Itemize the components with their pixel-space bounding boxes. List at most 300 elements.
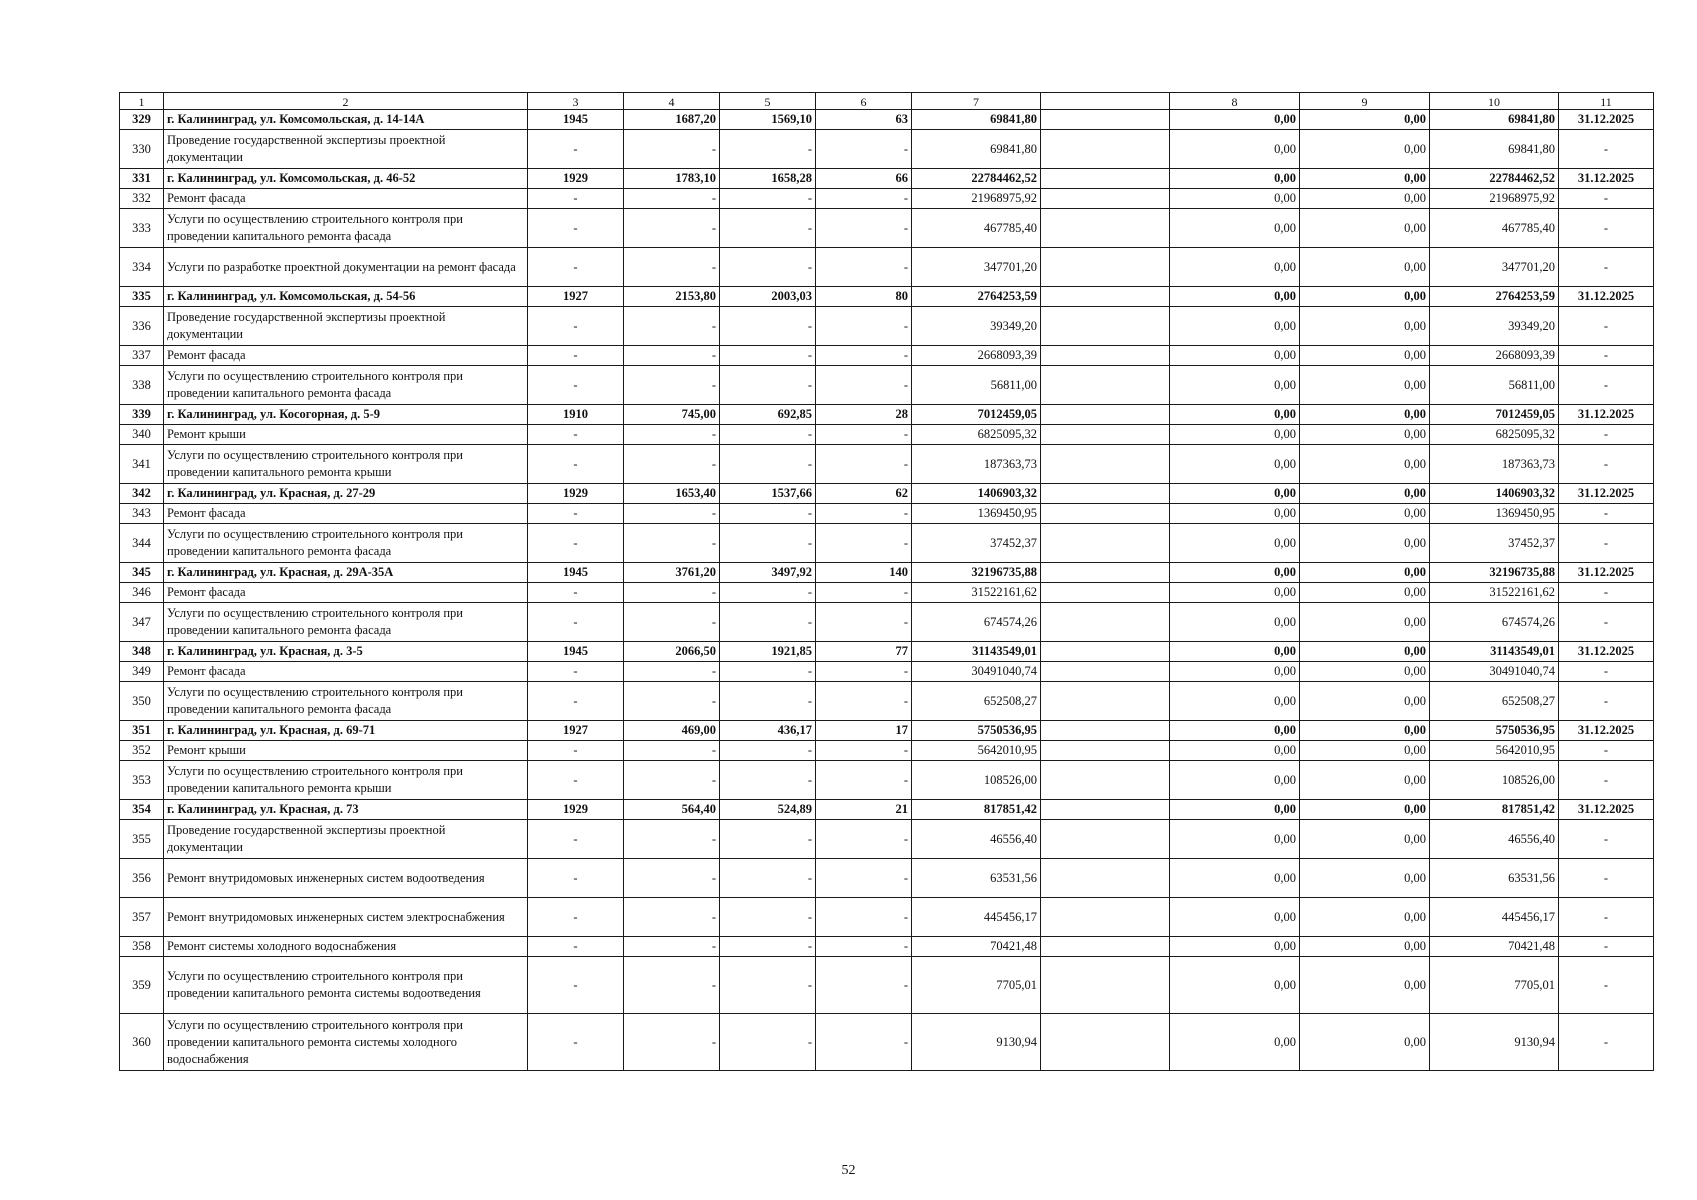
work-row (120, 820, 1654, 859)
cell-deadline: - (1559, 820, 1654, 859)
cell-fund-cost: 0,00 (1170, 859, 1300, 898)
cell-year-built: 1927 (528, 287, 624, 307)
cell-living-area: - (720, 524, 816, 563)
col-number-7: 7 (912, 93, 1041, 110)
cell-owners-cost: 69841,80 (1430, 110, 1559, 130)
cell-row-number: 350 (120, 682, 164, 721)
cell-year-built: 1929 (528, 800, 624, 820)
cell-total-area: 3761,20 (624, 563, 720, 583)
cell-other-cost: 0,00 (1300, 248, 1430, 287)
cell-living-area: 524,89 (720, 800, 816, 820)
cell-living-area: 3497,92 (720, 563, 816, 583)
cell-fund-cost: 0,00 (1170, 1014, 1300, 1071)
cell-total-area: - (624, 209, 720, 248)
cell-total-cost: 22784462,52 (912, 169, 1041, 189)
cell-deadline: - (1559, 583, 1654, 603)
cell-total-cost: 70421,48 (912, 937, 1041, 957)
cell-living-area: - (720, 504, 816, 524)
cell-living-area: - (720, 209, 816, 248)
cell-total-area: - (624, 504, 720, 524)
cell-row-number: 342 (120, 484, 164, 504)
cell-deadline: - (1559, 248, 1654, 287)
cell-fund-cost: 0,00 (1170, 761, 1300, 800)
cell-owners-cost: 2764253,59 (1430, 287, 1559, 307)
work-row (120, 937, 1654, 957)
cell-fund-cost: 0,00 (1170, 287, 1300, 307)
work-row (120, 761, 1654, 800)
cell-owners-cost: 6825095,32 (1430, 425, 1559, 445)
address-row (120, 110, 1654, 130)
cell-total-cost: 69841,80 (912, 130, 1041, 169)
cell-description: Ремонт системы холодного водоснабжения (164, 937, 528, 957)
cell-total-cost: 39349,20 (912, 307, 1041, 346)
cell-year-built: - (528, 682, 624, 721)
cell-fund-cost: 0,00 (1170, 957, 1300, 1014)
cell-total-area: - (624, 130, 720, 169)
cell-residents: - (816, 504, 912, 524)
cell-description: Услуги по осуществлению строительного контроля при проведении капитального ремонта фасада (164, 603, 528, 642)
cell-deadline: - (1559, 957, 1654, 1014)
cell-owners-cost: 5750536,95 (1430, 721, 1559, 741)
cell-deadline: 31.12.2025 (1559, 721, 1654, 741)
register-table (119, 92, 1654, 1071)
table-body (120, 93, 1654, 1071)
cell-living-area: 692,85 (720, 405, 816, 425)
cell-description: Услуги по осуществлению строительного контроля при проведении капитального ремонта фасада (164, 682, 528, 721)
address-row (120, 721, 1654, 741)
cell-row-number: 339 (120, 405, 164, 425)
cell-other-cost: 0,00 (1300, 957, 1430, 1014)
cell-fund-cost: 0,00 (1170, 642, 1300, 662)
cell-total-area: - (624, 603, 720, 642)
cell-owners-cost: 2668093,39 (1430, 346, 1559, 366)
cell-description: Услуги по осуществлению строительного контроля при проведении капитального ремонта крыши (164, 761, 528, 800)
cell-total-area: 2066,50 (624, 642, 720, 662)
cell-other-cost: 0,00 (1300, 662, 1430, 682)
cell-deadline: 31.12.2025 (1559, 563, 1654, 583)
cell-residents: - (816, 1014, 912, 1071)
cell-year-built: - (528, 130, 624, 169)
cell-owners-cost: 674574,26 (1430, 603, 1559, 642)
cell-living-area: - (720, 603, 816, 642)
address-row (120, 800, 1654, 820)
cell-total-area: - (624, 898, 720, 937)
cell-row-number: 348 (120, 642, 164, 662)
cell-total-cost: 32196735,88 (912, 563, 1041, 583)
cell-description: Проведение государственной экспертизы проектной документации (164, 130, 528, 169)
cell-extra-cost (1041, 937, 1170, 957)
cell-year-built: - (528, 504, 624, 524)
cell-row-number: 360 (120, 1014, 164, 1071)
cell-living-area: - (720, 445, 816, 484)
cell-residents: 28 (816, 405, 912, 425)
cell-year-built: - (528, 248, 624, 287)
cell-description: Услуги по осуществлению строительного контроля при проведении капитального ремонта системы холодного водоснабжения (164, 1014, 528, 1071)
cell-other-cost: 0,00 (1300, 366, 1430, 405)
cell-year-built: 1927 (528, 721, 624, 741)
cell-owners-cost: 69841,80 (1430, 130, 1559, 169)
cell-extra-cost (1041, 366, 1170, 405)
cell-other-cost: 0,00 (1300, 820, 1430, 859)
cell-year-built: 1929 (528, 484, 624, 504)
address-row (120, 287, 1654, 307)
cell-living-area: - (720, 1014, 816, 1071)
cell-total-cost: 2668093,39 (912, 346, 1041, 366)
cell-total-area: 1783,10 (624, 169, 720, 189)
cell-deadline: - (1559, 307, 1654, 346)
cell-deadline: - (1559, 504, 1654, 524)
work-row (120, 307, 1654, 346)
cell-row-number: 359 (120, 957, 164, 1014)
cell-year-built: - (528, 346, 624, 366)
cell-total-area: - (624, 761, 720, 800)
cell-total-area: - (624, 366, 720, 405)
cell-residents: 62 (816, 484, 912, 504)
cell-other-cost: 0,00 (1300, 563, 1430, 583)
cell-residents: 77 (816, 642, 912, 662)
cell-other-cost: 0,00 (1300, 484, 1430, 504)
cell-deadline: 31.12.2025 (1559, 642, 1654, 662)
cell-total-area: - (624, 859, 720, 898)
cell-other-cost: 0,00 (1300, 189, 1430, 209)
col-number-10: 10 (1430, 93, 1559, 110)
cell-total-area: - (624, 189, 720, 209)
cell-year-built: - (528, 957, 624, 1014)
cell-extra-cost (1041, 346, 1170, 366)
cell-extra-cost (1041, 130, 1170, 169)
cell-description: Услуги по осуществлению строительного контроля при проведении капитального ремонта системы водоотведения (164, 957, 528, 1014)
cell-fund-cost: 0,00 (1170, 130, 1300, 169)
cell-total-area: 1687,20 (624, 110, 720, 130)
cell-residents: - (816, 366, 912, 405)
column-number-row (120, 93, 1654, 110)
col-number-8: 8 (1170, 93, 1300, 110)
cell-row-number: 333 (120, 209, 164, 248)
cell-description: Ремонт фасада (164, 583, 528, 603)
col-number-5: 5 (720, 93, 816, 110)
work-row (120, 682, 1654, 721)
cell-total-cost: 5642010,95 (912, 741, 1041, 761)
cell-fund-cost: 0,00 (1170, 366, 1300, 405)
cell-year-built: - (528, 898, 624, 937)
cell-extra-cost (1041, 642, 1170, 662)
cell-total-area: - (624, 425, 720, 445)
cell-fund-cost: 0,00 (1170, 662, 1300, 682)
cell-extra-cost (1041, 662, 1170, 682)
cell-total-area: 1653,40 (624, 484, 720, 504)
cell-description: г. Калининград, ул. Комсомольская, д. 46-52 (164, 169, 528, 189)
cell-description: г. Калининград, ул. Красная, д. 27-29 (164, 484, 528, 504)
cell-total-cost: 187363,73 (912, 445, 1041, 484)
cell-owners-cost: 108526,00 (1430, 761, 1559, 800)
cell-living-area: 436,17 (720, 721, 816, 741)
cell-other-cost: 0,00 (1300, 741, 1430, 761)
col-number-6: 6 (816, 93, 912, 110)
address-row (120, 484, 1654, 504)
cell-description: Ремонт крыши (164, 425, 528, 445)
cell-residents: - (816, 741, 912, 761)
address-row (120, 405, 1654, 425)
cell-living-area: - (720, 366, 816, 405)
cell-description: Ремонт фасада (164, 662, 528, 682)
cell-deadline: - (1559, 130, 1654, 169)
cell-residents: - (816, 209, 912, 248)
cell-total-cost: 56811,00 (912, 366, 1041, 405)
cell-other-cost: 0,00 (1300, 583, 1430, 603)
cell-other-cost: 0,00 (1300, 721, 1430, 741)
cell-year-built: - (528, 761, 624, 800)
work-row (120, 130, 1654, 169)
cell-total-cost: 31522161,62 (912, 583, 1041, 603)
cell-total-cost: 37452,37 (912, 524, 1041, 563)
cell-owners-cost: 9130,94 (1430, 1014, 1559, 1071)
cell-deadline: - (1559, 346, 1654, 366)
cell-total-cost: 445456,17 (912, 898, 1041, 937)
cell-year-built: - (528, 425, 624, 445)
cell-total-area: - (624, 346, 720, 366)
cell-fund-cost: 0,00 (1170, 583, 1300, 603)
cell-total-area: - (624, 937, 720, 957)
cell-year-built: - (528, 524, 624, 563)
cell-total-area: - (624, 682, 720, 721)
cell-residents: - (816, 761, 912, 800)
cell-other-cost: 0,00 (1300, 761, 1430, 800)
cell-total-cost: 108526,00 (912, 761, 1041, 800)
cell-other-cost: 0,00 (1300, 405, 1430, 425)
cell-row-number: 335 (120, 287, 164, 307)
cell-living-area: 2003,03 (720, 287, 816, 307)
cell-deadline: - (1559, 662, 1654, 682)
cell-owners-cost: 70421,48 (1430, 937, 1559, 957)
cell-other-cost: 0,00 (1300, 445, 1430, 484)
cell-living-area: - (720, 761, 816, 800)
cell-extra-cost (1041, 682, 1170, 721)
cell-year-built: - (528, 820, 624, 859)
cell-owners-cost: 32196735,88 (1430, 563, 1559, 583)
work-row (120, 504, 1654, 524)
cell-extra-cost (1041, 189, 1170, 209)
cell-total-cost: 5750536,95 (912, 721, 1041, 741)
work-row (120, 366, 1654, 405)
cell-extra-cost (1041, 110, 1170, 130)
cell-row-number: 355 (120, 820, 164, 859)
cell-living-area: 1537,66 (720, 484, 816, 504)
cell-total-cost: 6825095,32 (912, 425, 1041, 445)
cell-description: Услуги по осуществлению строительного контроля при проведении капитального ремонта фасада (164, 209, 528, 248)
cell-total-area: - (624, 307, 720, 346)
cell-owners-cost: 39349,20 (1430, 307, 1559, 346)
cell-total-area: - (624, 957, 720, 1014)
address-row (120, 169, 1654, 189)
cell-description: г. Калининград, ул. Косогорная, д. 5-9 (164, 405, 528, 425)
cell-total-cost: 652508,27 (912, 682, 1041, 721)
cell-owners-cost: 31143549,01 (1430, 642, 1559, 662)
cell-fund-cost: 0,00 (1170, 405, 1300, 425)
cell-year-built: 1929 (528, 169, 624, 189)
cell-owners-cost: 37452,37 (1430, 524, 1559, 563)
cell-fund-cost: 0,00 (1170, 346, 1300, 366)
cell-deadline: 31.12.2025 (1559, 405, 1654, 425)
work-row (120, 445, 1654, 484)
cell-living-area: - (720, 957, 816, 1014)
work-row (120, 583, 1654, 603)
cell-residents: - (816, 248, 912, 287)
cell-total-cost: 21968975,92 (912, 189, 1041, 209)
cell-living-area: - (720, 130, 816, 169)
cell-total-cost: 1406903,32 (912, 484, 1041, 504)
cell-other-cost: 0,00 (1300, 524, 1430, 563)
cell-residents: - (816, 583, 912, 603)
cell-fund-cost: 0,00 (1170, 563, 1300, 583)
cell-living-area: - (720, 820, 816, 859)
cell-owners-cost: 445456,17 (1430, 898, 1559, 937)
cell-owners-cost: 652508,27 (1430, 682, 1559, 721)
cell-row-number: 340 (120, 425, 164, 445)
cell-residents: - (816, 346, 912, 366)
cell-deadline: - (1559, 741, 1654, 761)
cell-residents: 63 (816, 110, 912, 130)
cell-year-built: 1910 (528, 405, 624, 425)
cell-owners-cost: 7012459,05 (1430, 405, 1559, 425)
cell-extra-cost (1041, 248, 1170, 287)
cell-extra-cost (1041, 524, 1170, 563)
cell-total-area: - (624, 820, 720, 859)
cell-fund-cost: 0,00 (1170, 425, 1300, 445)
cell-description: г. Калининград, ул. Комсомольская, д. 14-14А (164, 110, 528, 130)
cell-living-area: - (720, 307, 816, 346)
cell-year-built: - (528, 583, 624, 603)
work-row (120, 189, 1654, 209)
cell-fund-cost: 0,00 (1170, 682, 1300, 721)
cell-deadline: 31.12.2025 (1559, 287, 1654, 307)
cell-extra-cost (1041, 504, 1170, 524)
work-row (120, 248, 1654, 287)
cell-row-number: 351 (120, 721, 164, 741)
cell-extra-cost (1041, 563, 1170, 583)
cell-residents: - (816, 445, 912, 484)
cell-row-number: 354 (120, 800, 164, 820)
cell-deadline: - (1559, 209, 1654, 248)
cell-year-built: - (528, 209, 624, 248)
cell-residents: - (816, 682, 912, 721)
cell-residents: - (816, 859, 912, 898)
cell-residents: - (816, 524, 912, 563)
cell-living-area: - (720, 248, 816, 287)
cell-residents: - (816, 425, 912, 445)
cell-deadline: - (1559, 366, 1654, 405)
cell-extra-cost (1041, 800, 1170, 820)
cell-deadline: - (1559, 761, 1654, 800)
cell-living-area: - (720, 898, 816, 937)
cell-residents: - (816, 189, 912, 209)
work-row (120, 957, 1654, 1014)
cell-fund-cost: 0,00 (1170, 898, 1300, 937)
address-row (120, 563, 1654, 583)
work-row (120, 346, 1654, 366)
cell-fund-cost: 0,00 (1170, 524, 1300, 563)
cell-living-area: 1569,10 (720, 110, 816, 130)
work-row (120, 524, 1654, 563)
col-number-3: 3 (528, 93, 624, 110)
cell-year-built: - (528, 603, 624, 642)
cell-other-cost: 0,00 (1300, 859, 1430, 898)
cell-fund-cost: 0,00 (1170, 307, 1300, 346)
cell-total-cost: 7705,01 (912, 957, 1041, 1014)
cell-deadline: 31.12.2025 (1559, 800, 1654, 820)
cell-residents: 80 (816, 287, 912, 307)
cell-residents: - (816, 937, 912, 957)
cell-total-cost: 31143549,01 (912, 642, 1041, 662)
cell-total-area: 745,00 (624, 405, 720, 425)
cell-total-cost: 1369450,95 (912, 504, 1041, 524)
cell-year-built: 1945 (528, 563, 624, 583)
cell-total-cost: 7012459,05 (912, 405, 1041, 425)
col-number-blank (1041, 93, 1170, 110)
work-row (120, 662, 1654, 682)
cell-extra-cost (1041, 898, 1170, 937)
cell-row-number: 345 (120, 563, 164, 583)
cell-residents: - (816, 898, 912, 937)
cell-total-cost: 674574,26 (912, 603, 1041, 642)
cell-owners-cost: 467785,40 (1430, 209, 1559, 248)
cell-row-number: 357 (120, 898, 164, 937)
cell-fund-cost: 0,00 (1170, 248, 1300, 287)
cell-extra-cost (1041, 287, 1170, 307)
cell-extra-cost (1041, 425, 1170, 445)
work-row (120, 1014, 1654, 1071)
cell-owners-cost: 22784462,52 (1430, 169, 1559, 189)
cell-year-built: 1945 (528, 110, 624, 130)
cell-description: Ремонт фасада (164, 189, 528, 209)
cell-other-cost: 0,00 (1300, 898, 1430, 937)
cell-row-number: 329 (120, 110, 164, 130)
cell-row-number: 337 (120, 346, 164, 366)
cell-other-cost: 0,00 (1300, 307, 1430, 346)
cell-deadline: 31.12.2025 (1559, 110, 1654, 130)
cell-owners-cost: 347701,20 (1430, 248, 1559, 287)
cell-living-area: - (720, 937, 816, 957)
cell-description: Проведение государственной экспертизы проектной документации (164, 820, 528, 859)
cell-living-area: - (720, 346, 816, 366)
cell-extra-cost (1041, 721, 1170, 741)
cell-extra-cost (1041, 405, 1170, 425)
cell-deadline: - (1559, 445, 1654, 484)
cell-description: г. Калининград, ул. Красная, д. 3-5 (164, 642, 528, 662)
cell-description: Ремонт крыши (164, 741, 528, 761)
cell-row-number: 332 (120, 189, 164, 209)
cell-row-number: 343 (120, 504, 164, 524)
cell-other-cost: 0,00 (1300, 425, 1430, 445)
cell-living-area: - (720, 859, 816, 898)
cell-description: г. Калининград, ул. Красная, д. 73 (164, 800, 528, 820)
cell-deadline: - (1559, 898, 1654, 937)
work-row (120, 741, 1654, 761)
cell-description: Проведение государственной экспертизы проектной документации (164, 307, 528, 346)
cell-extra-cost (1041, 957, 1170, 1014)
cell-extra-cost (1041, 820, 1170, 859)
cell-year-built: - (528, 662, 624, 682)
cell-residents: 21 (816, 800, 912, 820)
col-number-4: 4 (624, 93, 720, 110)
cell-deadline: - (1559, 524, 1654, 563)
cell-fund-cost: 0,00 (1170, 741, 1300, 761)
cell-description: г. Калининград, ул. Красная, д. 29А-35А (164, 563, 528, 583)
cell-owners-cost: 30491040,74 (1430, 662, 1559, 682)
cell-description: Ремонт внутридомовых инженерных систем электроснабжения (164, 898, 528, 937)
cell-total-cost: 69841,80 (912, 110, 1041, 130)
cell-living-area: 1921,85 (720, 642, 816, 662)
work-row (120, 859, 1654, 898)
